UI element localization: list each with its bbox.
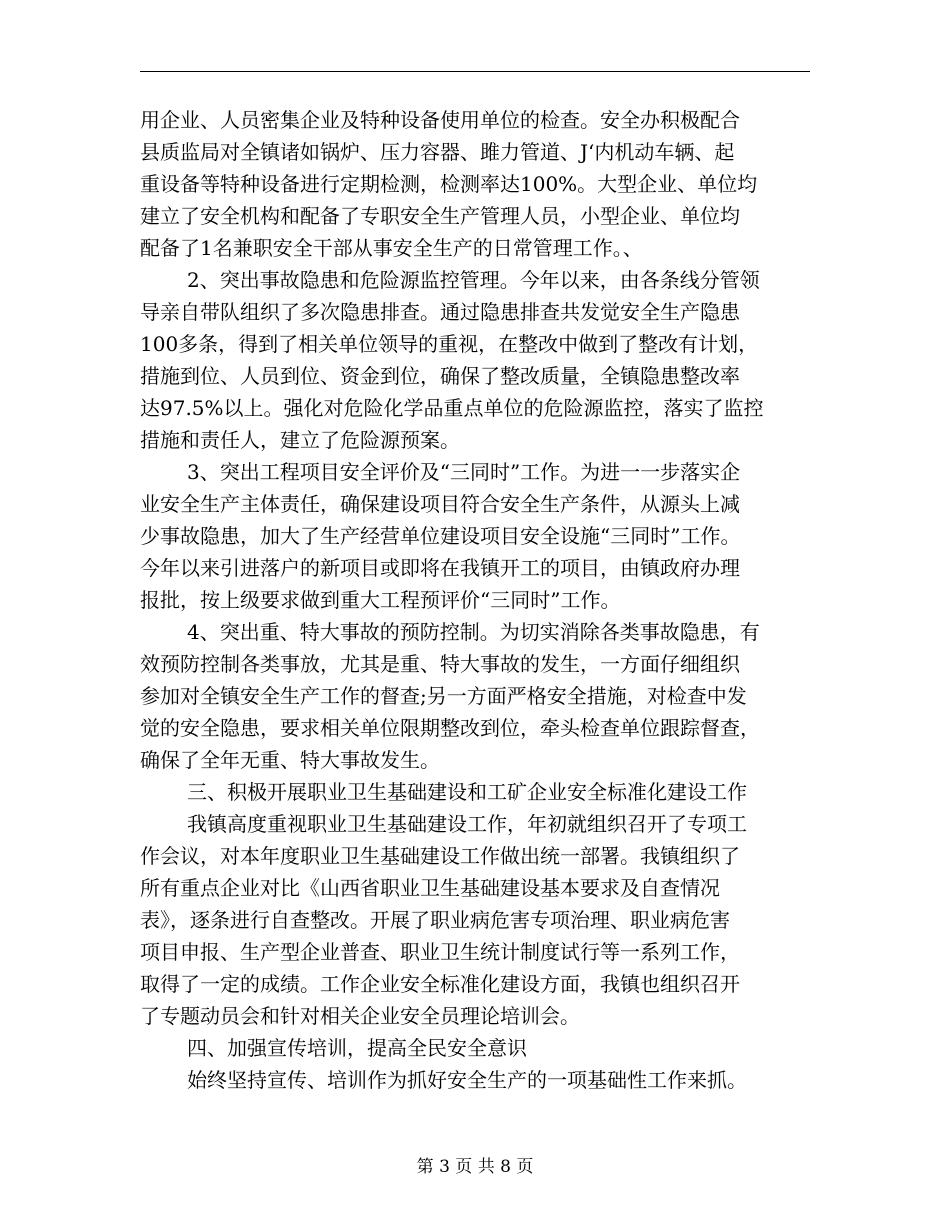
text-line: 效预防控制各类事放，尤其是重、特大事故的发生，一方面仔细组织 bbox=[140, 652, 740, 676]
text-line: 措施和责任人，建立了危险源预案。 bbox=[140, 428, 460, 452]
paragraph-start: 我镇高度重视职业卫生基础建设工作，年初就组织召开了专项工 bbox=[187, 812, 747, 836]
body-text bbox=[140, 104, 815, 1096]
section-heading: 三、积极开展职业卫生基础建设和工矿企业安全标准化建设工作 bbox=[187, 780, 747, 804]
text-line: 了专题动员会和针对相关企业安全员理论培训会。 bbox=[140, 1004, 580, 1028]
page-footer: 第 3 页 共 8 页 bbox=[416, 1157, 534, 1177]
text-line: 措施到位、人员到位、资金到位，确保了整改质量，全镇隐患整改率 bbox=[140, 364, 740, 388]
text-line: 少事故隐患，加大了生产经营单位建设项目安全设施“三同时”工作。 bbox=[140, 524, 741, 548]
text-line: 表》，逐条进行自查整改。开展了职业病危害专项治理、职业病危害 bbox=[140, 908, 730, 932]
text-line: 取得了一定的成绩。工作企业安全标准化建设方面，我镇也组织召开 bbox=[140, 972, 740, 996]
text-line: 报批，按上级要求做到重大工程预评价“三同时”工作。 bbox=[140, 588, 621, 612]
text-line: 项目申报、生产型企业普查、职业卫生统计制度试行等一系列工作， bbox=[140, 940, 740, 964]
text-line: 县质监局对全镇诸如锅炉、压力容器、雎力管道、J‘内机动车辆、起 bbox=[140, 140, 735, 164]
text-line: 今年以来引进落户的新项目或即将在我镇开工的项目，由镇政府办理 bbox=[140, 556, 740, 580]
paragraph-start: 3、突出工程项目安全评价及“三同时”工作。为进一一步落实企 bbox=[187, 460, 741, 484]
text-line: 作会议，对本年度职业卫生基础建设工作做出统一部署。我镇组织了 bbox=[140, 844, 740, 868]
paragraph-start: 始终坚持宣传、培训作为抓好安全生产的一项基础性工作来抓。 bbox=[187, 1068, 747, 1092]
text-line: 重设备等特种设备进行定期检测，检测率达100%。大型企业、单位均 bbox=[140, 172, 758, 196]
text-line: 达97.5%以上。强化对危险化学品重点单位的危险源监控，落实了监控 bbox=[140, 396, 764, 420]
text-line: 参加对全镇安全生产工作的督查;另一方面严格安全措施，对检查中发 bbox=[140, 684, 747, 708]
text-line: 觉的安全隐患，要求相关单位限期整改到位，牵头检查单位跟踪督查， bbox=[140, 716, 760, 740]
text-line: 建立了安全机构和配备了专职安全生产管理人员，小型企业、单位均 bbox=[140, 204, 740, 228]
section-heading: 四、加强宣传培训，提高全民安全意识 bbox=[187, 1036, 527, 1060]
text-line: 导亲自带队组织了多次隐患排查。通过隐患排查共发觉安全生产隐患 bbox=[140, 300, 740, 324]
text-line: 100多条，得到了相关单位领导的重视，在整改中做到了整改有计划， bbox=[140, 332, 759, 356]
text-line: 确保了全年无重、特大事故发生。 bbox=[140, 748, 440, 772]
text-line: 所有重点企业对比《山西省职业卫生基础建设基本要求及自查情况 bbox=[140, 876, 720, 900]
header-rule bbox=[140, 71, 810, 72]
paragraph-start: 2、突出事故隐患和危险源监控管理。今年以来，由各条线分管领 bbox=[187, 268, 760, 292]
text-line: 用企业、人员密集企业及特种设备使用单位的检查。安全办积极配合 bbox=[140, 108, 740, 132]
paragraph-start: 4、突出重、特大事故的预防控制。为切实消除各类事故隐患，有 bbox=[187, 620, 760, 644]
text-line: 配备了1名兼职安全干部从事安全生产的日常管理工作。、 bbox=[140, 236, 643, 260]
text-line: 业安全生产主体责任，确保建设项目符合安全生产条件，从源头上减 bbox=[140, 492, 740, 516]
